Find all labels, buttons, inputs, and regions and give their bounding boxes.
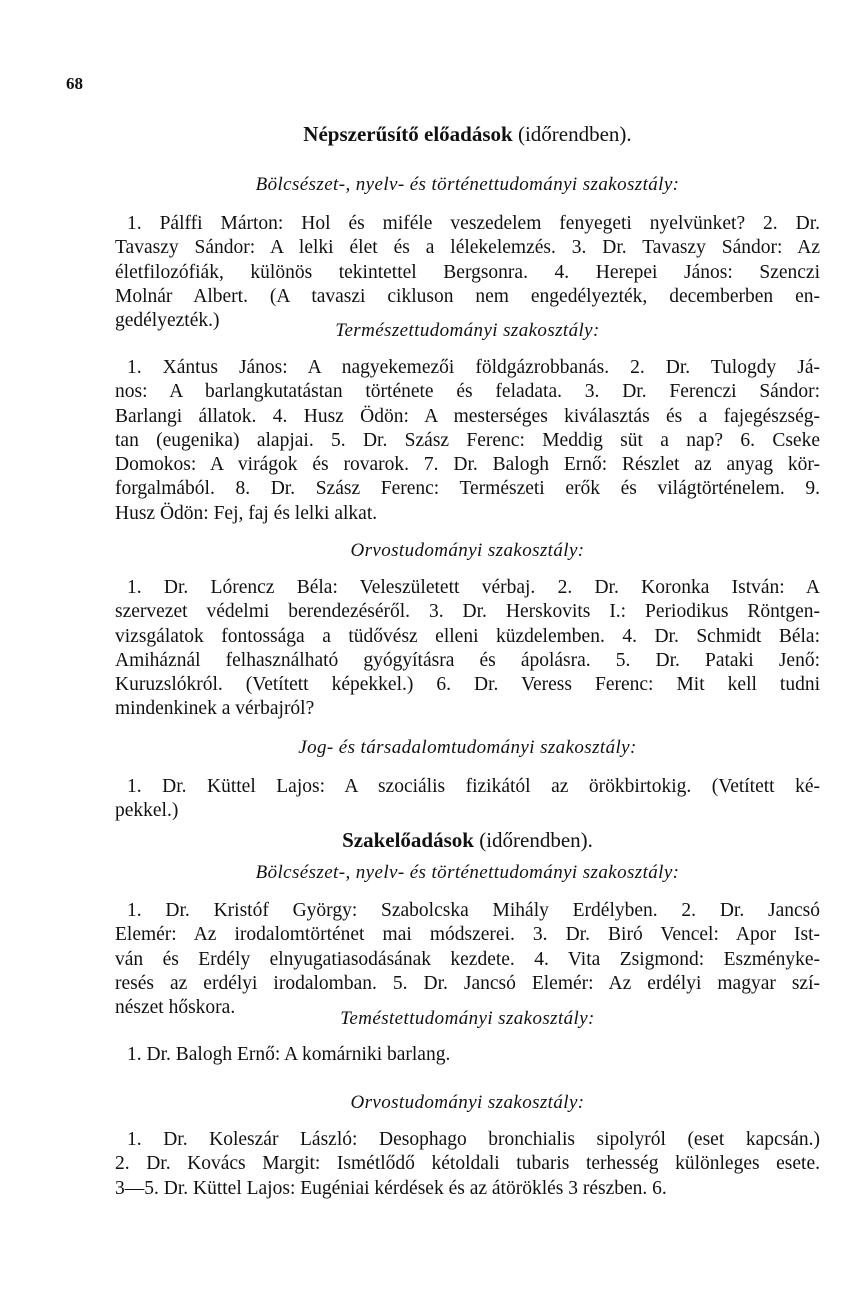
- subsection-heading: Bölcsészet-, nyelv- és történettudományi szakosztály:: [255, 862, 680, 883]
- text-line: Elemér: Az irodalomtörténet mai módszerei. 3. Dr. Biró Vencel: Apor Ist-: [115, 924, 820, 946]
- subsection-heading: Természettudományi szakosztály:: [335, 320, 600, 341]
- text-line: gedélyezték.): [115, 310, 220, 332]
- text-line: pekkel.): [115, 800, 179, 822]
- subsection-paragraph: [115, 1043, 820, 1067]
- section-title-special-lectures: [115, 828, 820, 853]
- text-line: 1. Dr. Küttel Lajos: A szociális fizikától az örökbirtokig. (Vetített ké-: [127, 776, 820, 797]
- section-title-bold: Szakelőadások: [342, 828, 474, 852]
- subsection-paragraph: [115, 576, 820, 722]
- subsection-heading: Teméstettudományi szakosztály:: [340, 1008, 595, 1029]
- text-line: Husz Ödön: Fej, faj és lelki alkat.: [115, 502, 378, 524]
- text-line: nos: A barlangkutatástan története és feladata. 3. Dr. Ferenczi Sándor:: [115, 381, 820, 403]
- text-line: 3—5. Dr. Küttel Lajos: Eugéniai kérdések és az átöröklés 3 részben. 6.: [115, 1177, 667, 1199]
- text-line: Barlangi állatok. 4. Husz Ödön: A mesterséges kiválasztás és a fajegészség-: [115, 405, 820, 427]
- text-line: Kuruzslókról. (Vetített képekkel.) 6. Dr. Veress Ferenc: Mit kell tudni: [115, 674, 820, 696]
- text-line: Tavaszy Sándor: A lelki élet és a lélekelemzés. 3. Dr. Tavaszy Sándor: Az: [115, 237, 820, 259]
- text-line: Domokos: A virágok és rovarok. 7. Dr. Balogh Ernő: Részlet az anyag kör-: [115, 454, 820, 476]
- text-line: forgalmából. 8. Dr. Szász Ferenc: Természeti erők és világtörténelem. 9.: [115, 478, 820, 500]
- section-title-rest: (időrendben).: [512, 122, 632, 146]
- text-line: 1. Xántus János: A nagyekemezői földgázrobbanás. 2. Dr. Tulogdy Já-: [127, 357, 820, 378]
- section-title-bold: Népszerűsítő előadások: [303, 122, 513, 146]
- subsection-paragraph: [115, 1128, 820, 1201]
- subsection-paragraph: [115, 212, 820, 333]
- subsection-heading: Orvostudományi szakosztály:: [350, 540, 585, 561]
- subsection-heading: Orvostudományi szakosztály:: [350, 1092, 585, 1113]
- text-line: 1. Dr. Koleszár László: Desophago bronchialis sipolyról (eset kapcsán.): [127, 1129, 820, 1150]
- text-line: szervezet védelmi berendezéséről. 3. Dr. Herskovits I.: Periodikus Röntgen-: [115, 601, 820, 623]
- text-line: resés az erdélyi irodalomban. 5. Dr. Jancsó Elemér: Az erdélyi magyar szí-: [115, 972, 820, 994]
- section-title-rest: (időrendben).: [473, 828, 593, 852]
- text-line: Amiháznál felhasználható gyógyításra és ápolásra. 5. Dr. Pataki Jenő:: [115, 649, 820, 671]
- subsection-heading: Bölcsészet-, nyelv- és történettudományi szakosztály:: [255, 174, 680, 195]
- text-line: 1. Pálffi Márton: Hol és miféle veszedelem fenyegeti nyelvünket? 2. Dr.: [127, 213, 820, 234]
- text-line: mindenkinek a vérbajról?: [115, 698, 315, 720]
- text-line: 1. Dr. Kristóf György: Szabolcska Mihály Erdélyben. 2. Dr. Jancsó: [127, 900, 820, 921]
- text-line: tan (eugenika) alapjai. 5. Dr. Szász Ferenc: Meddig süt a nap? 6. Cseke: [115, 429, 820, 451]
- text-line: 2. Dr. Kovács Margit: Ismétlődő kétoldali tubaris terhesség különleges esete.: [115, 1153, 820, 1175]
- subsection-paragraph: [115, 899, 820, 1020]
- section-title-popular-lectures: [115, 122, 820, 147]
- text-line: 1. Dr. Balogh Ernő: A komárniki barlang.: [127, 1044, 451, 1065]
- text-line: életfilozófiák, különös tekintettel Bergsonra. 4. Herepei János: Szenczi: [115, 261, 820, 283]
- text-line: 1. Dr. Lórencz Béla: Veleszületett vérbaj. 2. Dr. Koronka István: A: [127, 577, 820, 598]
- subsection-paragraph: [115, 775, 820, 824]
- text-line: nészet hőskora.: [115, 997, 236, 1019]
- subsection-heading: Jog- és társadalomtudományi szakosztály:: [298, 737, 637, 758]
- page-number: 68: [66, 74, 83, 93]
- subsection-paragraph: [115, 356, 820, 526]
- text-line: Molnár Albert. (A tavaszi cikluson nem engedélyezték, decemberben en-: [115, 285, 820, 307]
- text-line: ván és Erdély elnyugatiasodásának kezdete. 4. Vita Zsigmond: Eszményke-: [115, 948, 820, 970]
- text-line: vizsgálatok fontossága a tüdővész elleni küzdelemben. 4. Dr. Schmidt Béla:: [115, 625, 820, 647]
